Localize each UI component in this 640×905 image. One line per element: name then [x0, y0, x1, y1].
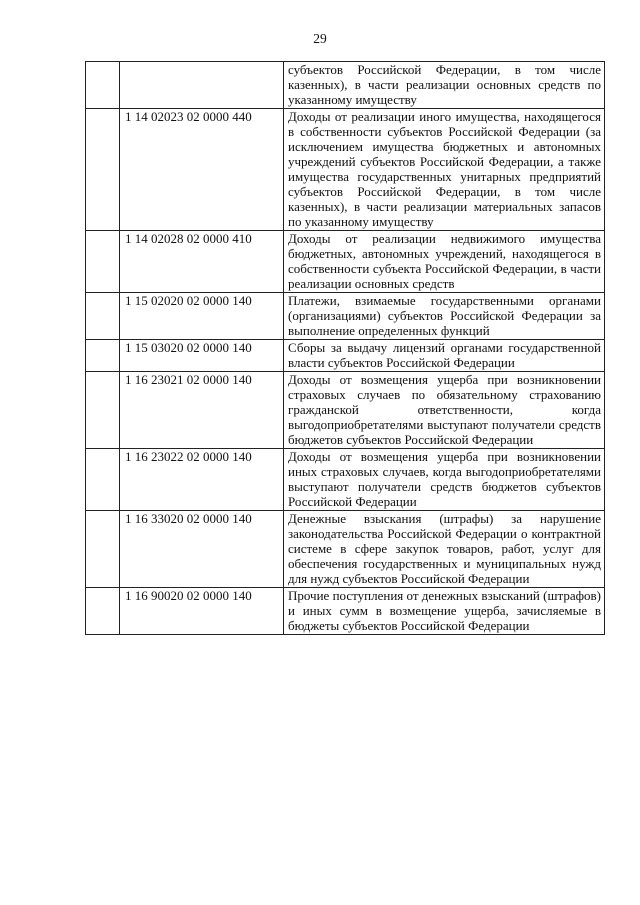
table-row — [86, 109, 605, 231]
revenue-code-cell: 1 15 03020 02 0000 140 — [120, 340, 284, 372]
revenue-code-cell — [120, 62, 284, 109]
admin-code-cell — [86, 449, 120, 511]
revenue-code-cell: 1 16 23022 02 0000 140 — [120, 449, 284, 511]
revenue-code-cell: 1 14 02023 02 0000 440 — [120, 109, 284, 231]
table-row — [86, 511, 605, 588]
admin-code-cell — [86, 231, 120, 293]
table-row — [86, 293, 605, 340]
revenue-description-cell: Доходы от реализации иного имущества, находящегося в собственности субъектов Российской Федерации (за исключением имущества бюджетных и автономных учреждений субъектов Российской Федерации, а также имущества государственных унитарных предприятий субъектов Российской Федерации, в том числе казенных), в части реализации материальных запасов по указанному имуществу — [284, 109, 605, 231]
budget-classification-table — [85, 61, 605, 635]
revenue-code-cell: 1 14 02028 02 0000 410 — [120, 231, 284, 293]
admin-code-cell — [86, 340, 120, 372]
revenue-description-cell: Сборы за выдачу лицензий органами государственной власти субъектов Российской Федерации — [284, 340, 605, 372]
admin-code-cell — [86, 588, 120, 635]
revenue-code-cell: 1 15 02020 02 0000 140 — [120, 293, 284, 340]
admin-code-cell — [86, 109, 120, 231]
revenue-code-cell: 1 16 23021 02 0000 140 — [120, 372, 284, 449]
revenue-code-cell: 1 16 33020 02 0000 140 — [120, 511, 284, 588]
revenue-description-cell: Доходы от реализации недвижимого имущества бюджетных, автономных учреждений, находящегося в собственности субъекта Российской Федерации, в части реализации основных средств — [284, 231, 605, 293]
admin-code-cell — [86, 62, 120, 109]
table-row — [86, 340, 605, 372]
revenue-description-cell: Прочие поступления от денежных взысканий (штрафов) и иных сумм в возмещение ущерба, зачисляемые в бюджеты субъектов Российской Федерации — [284, 588, 605, 635]
table-row — [86, 588, 605, 635]
table-row — [86, 62, 605, 109]
revenue-description-cell: Денежные взыскания (штрафы) за нарушение законодательства Российской Федерации о контрактной системе в сфере закупок товаров, работ, услуг для обеспечения государственных и муниципальных нужд для нужд субъектов Российской Федерации — [284, 511, 605, 588]
revenue-description-cell: Доходы от возмещения ущерба при возникновении иных страховых случаев, когда выгодоприобретателями выступают получатели средств бюджетов субъектов Российской Федерации — [284, 449, 605, 511]
admin-code-cell — [86, 511, 120, 588]
admin-code-cell — [86, 372, 120, 449]
revenue-description-cell: субъектов Российской Федерации, в том числе казенных), в части реализации основных средств по указанному имуществу — [284, 62, 605, 109]
table-row — [86, 231, 605, 293]
page-number: 29 — [313, 31, 327, 46]
table-row — [86, 372, 605, 449]
table-row — [86, 449, 605, 511]
revenue-code-cell: 1 16 90020 02 0000 140 — [120, 588, 284, 635]
revenue-description-cell: Доходы от возмещения ущерба при возникновении страховых случаев по обязательному страхованию гражданской ответственности, когда выгодоприобретателями выступают получатели средств бюджетов субъектов Российской Федерации — [284, 372, 605, 449]
revenue-description-cell: Платежи, взимаемые государственными органами (организациями) субъектов Российской Федерации за выполнение определенных функций — [284, 293, 605, 340]
admin-code-cell — [86, 293, 120, 340]
